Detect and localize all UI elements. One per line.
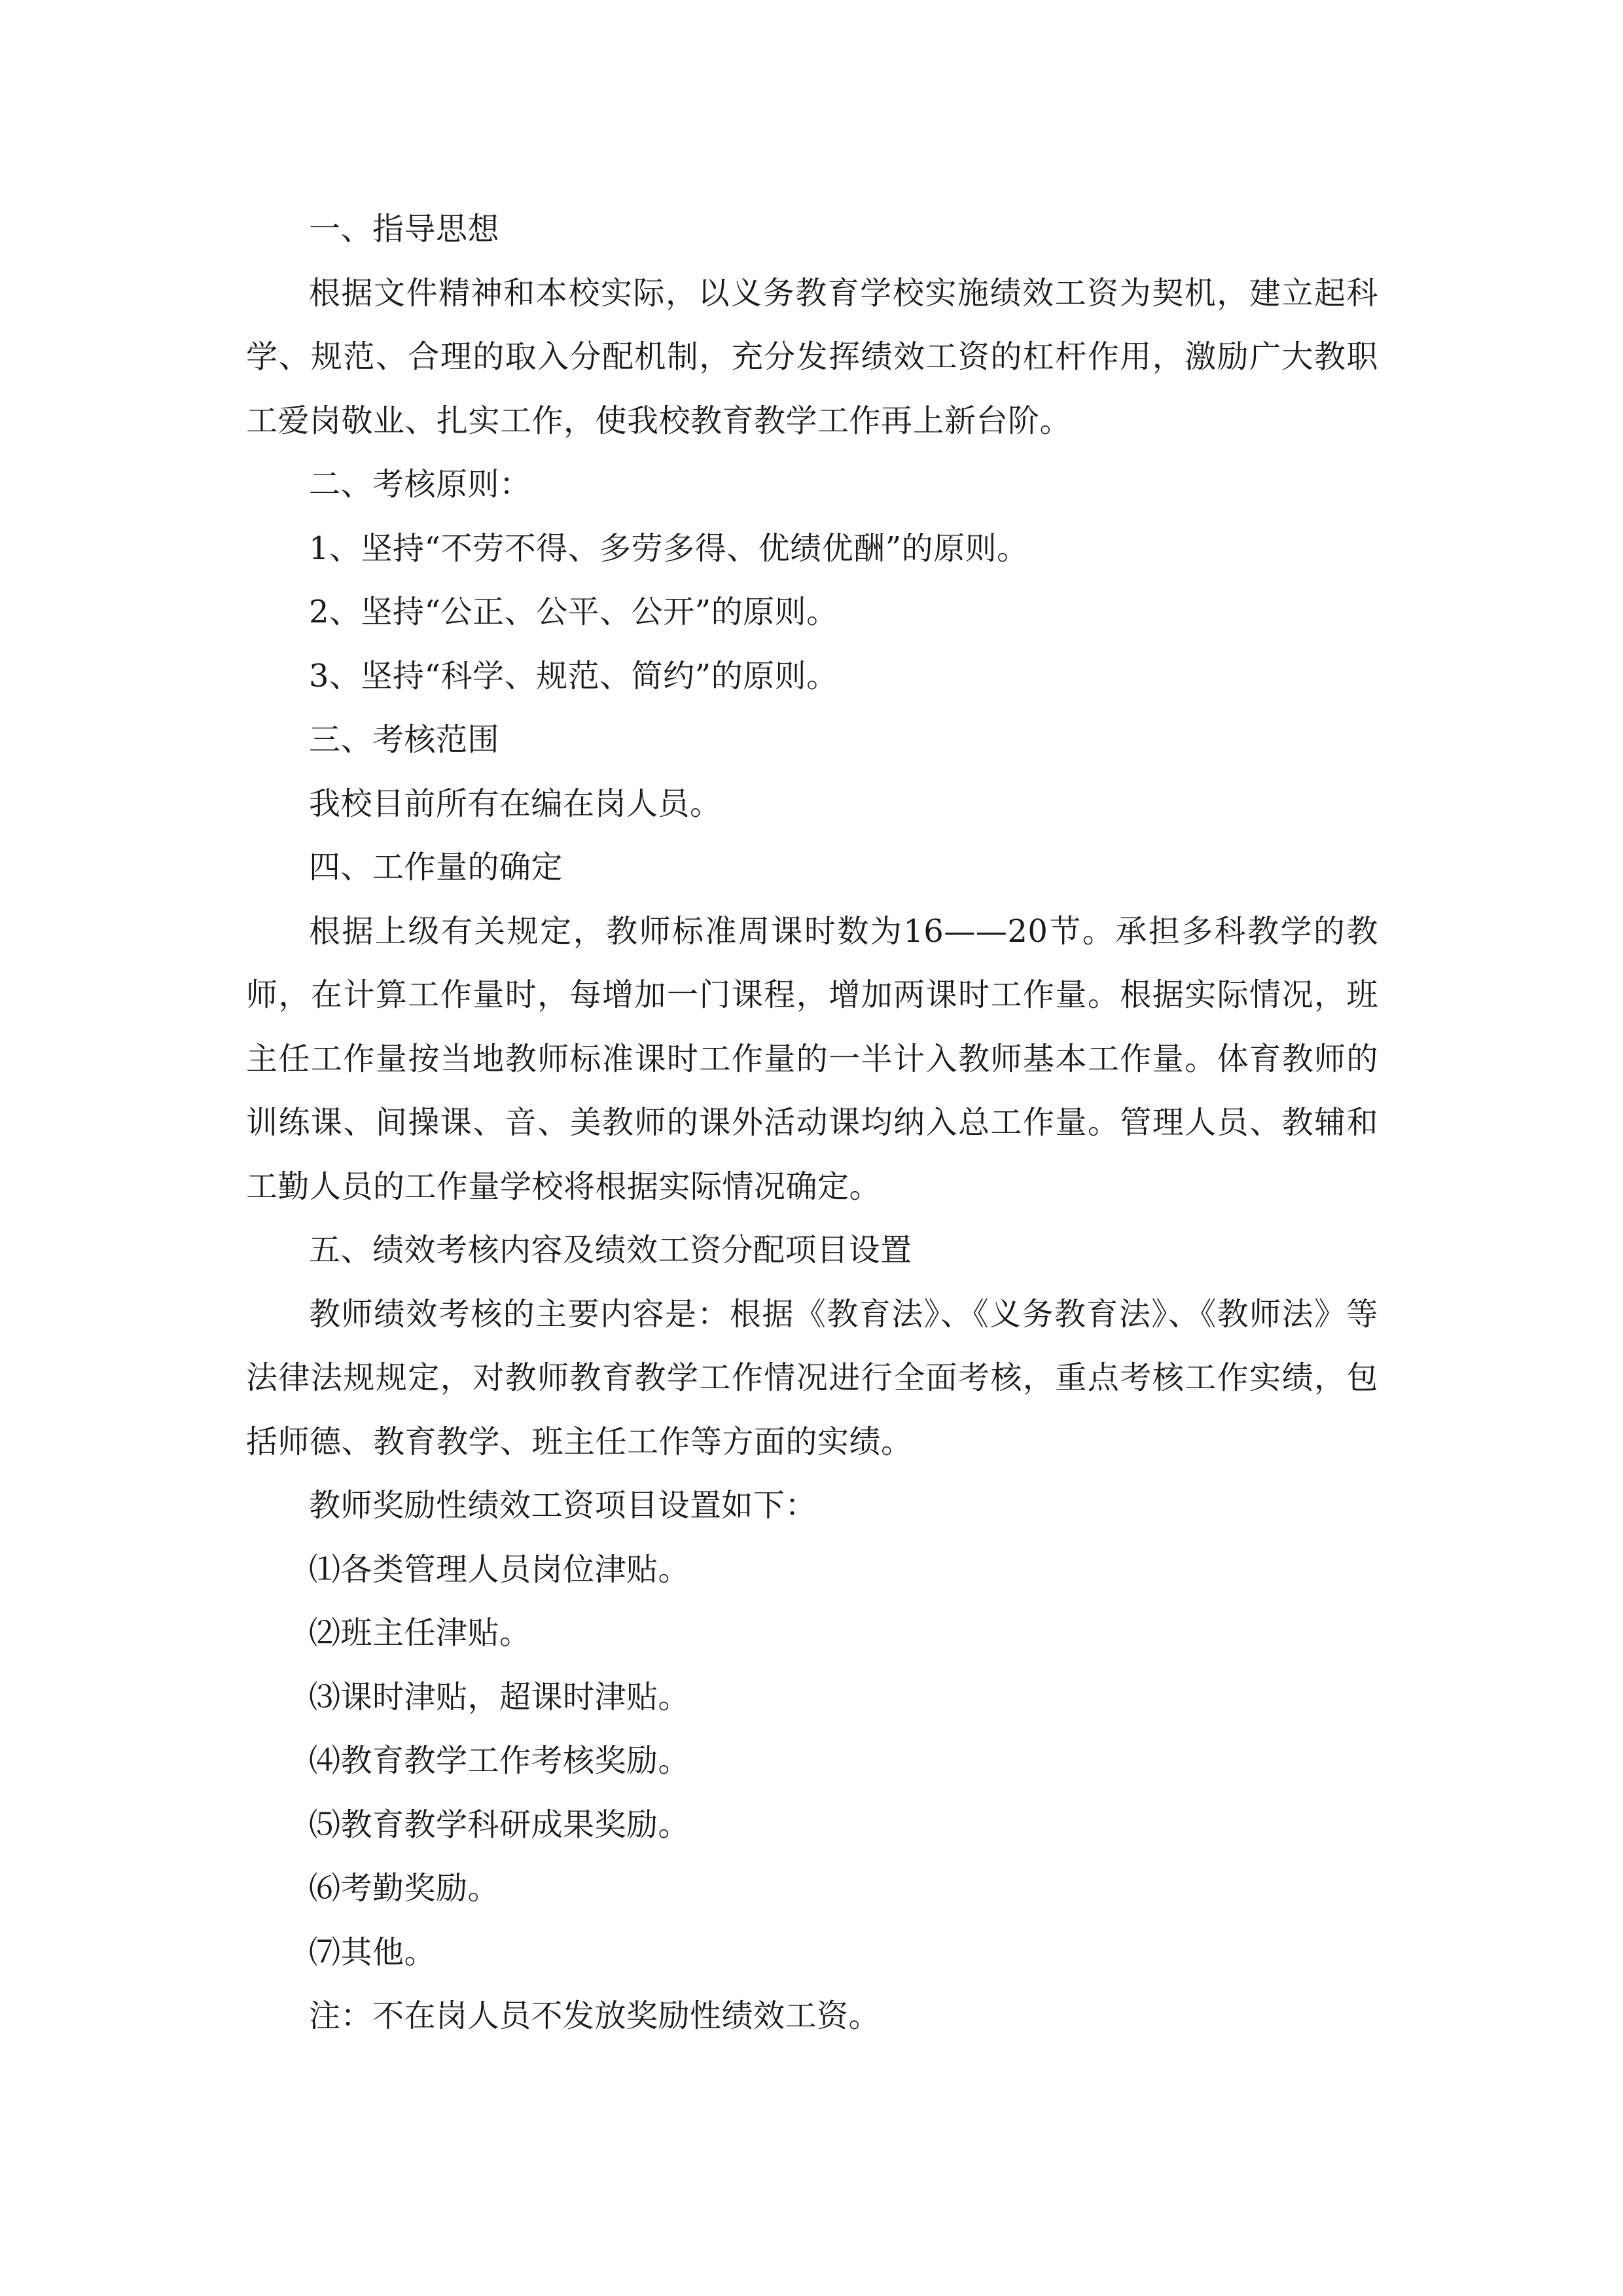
principle-item-3: 3、坚持“科学、规范、简约”的原则。 — [309, 657, 838, 694]
principle-item-1: 1、坚持“不劳不得、多劳多得、优绩优酬”的原则。 — [309, 529, 1029, 567]
incentive-item-3: ⑶课时津贴，超课时津贴。 — [309, 1678, 690, 1715]
note: 注：不在岗人员不发放奖励性绩效工资。 — [309, 1998, 881, 2034]
heading-assessment-scope: 三、考核范围 — [309, 721, 500, 758]
incentive-item-5: ⑸教育教学科研成果奖励。 — [309, 1806, 690, 1843]
paragraph-incentive-items-intro: 教师奖励性绩效工资项目设置如下： — [309, 1487, 817, 1524]
incentive-item-7: ⑺其他。 — [309, 1933, 437, 1971]
paragraph-performance-content: 教师绩效考核的主要内容是：根据《教育法》、《义务教育法》、《教师法》等法律法规规定，对教师教育教学工作情况进行全面考核，重点考核工作实绩，包括师德、教育教学、班主任工作等方面的实绩。 — [246, 1295, 1378, 1460]
heading-workload: 四、工作量的确定 — [309, 849, 563, 886]
paragraph-guiding-ideology: 根据文件精神和本校实际，以义务教育学校实施绩效工资为契机，建立起科学、规范、合理的取入分配机制，充分发挥绩效工资的杠杆作用，激励广大教职工爱岗敬业、扎实工作，使我校教育教学工作再上新台阶。 — [246, 274, 1378, 439]
document-body — [246, 198, 1378, 2049]
incentive-item-4: ⑷教育教学工作考核奖励。 — [309, 1742, 690, 1779]
paragraph-workload: 根据上级有关规定，教师标准周课时数为16——20节。承担多科教学的教师，在计算工作量时，每增加一门课程，增加两课时工作量。根据实际情况，班主任工作量按当地教师标准课时工作量的一半计入教师基本工作量。体育教师的训练课、间操课、音、美教师的课外活动课均纳入总工作量。管理人员、教辅和工勤人员的工作量学校将根据实际情况确定。 — [246, 912, 1378, 1205]
principle-item-2: 2、坚持“公正、公平、公开”的原则。 — [309, 594, 838, 630]
heading-assessment-principles: 二、考核原则： — [309, 466, 531, 503]
incentive-item-6: ⑹考勤奖励。 — [309, 1870, 500, 1907]
heading-guiding-ideology: 一、指导思想 — [309, 211, 500, 247]
paragraph-assessment-scope: 我校目前所有在编在岗人员。 — [309, 785, 722, 822]
incentive-item-1: ⑴各类管理人员岗位津贴。 — [309, 1551, 690, 1588]
incentive-item-2: ⑵班主任津贴。 — [309, 1615, 531, 1651]
heading-performance-content: 五、绩效考核内容及绩效工资分配项目设置 — [309, 1232, 912, 1268]
